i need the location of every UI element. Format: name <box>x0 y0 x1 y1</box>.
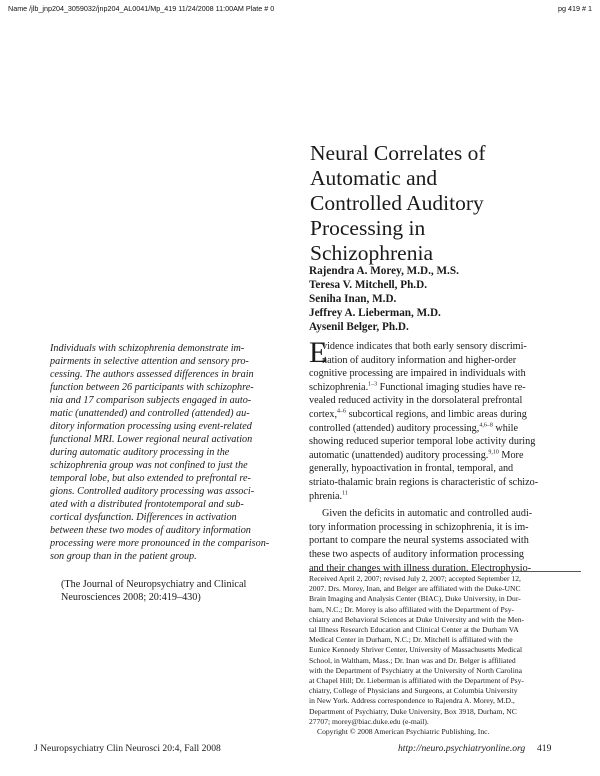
author: Seniha Inan, M.D. <box>309 293 397 305</box>
footnote <box>309 574 581 737</box>
footnote-divider <box>309 571 581 572</box>
title-line: Neural Correlates of <box>310 141 486 165</box>
title-line: Automatic and <box>310 166 438 190</box>
paragraph <box>309 507 581 575</box>
abstract-line: function between 26 participants with schizophre- <box>50 382 254 393</box>
footnote-line: Eunice Kennedy Shriver Center, University of Massachusetts Medical <box>309 645 523 655</box>
footer-url[interactable]: http://neuro.psychiatryonline.org <box>398 743 526 754</box>
abstract-line: functional MRI. Lower regional neural activation <box>50 434 253 445</box>
body-line: tory information processing in schizophrenia, it is im- <box>309 521 529 533</box>
abstract-line: Individuals with schizophrenia demonstrate im- <box>50 343 245 354</box>
abstract-line: pairments in selective attention and sensory pro- <box>50 356 249 367</box>
footnote-line: Brain Imaging and Analysis Center (BIAC), Duke University, in Dur- <box>309 594 521 604</box>
author: Jeffrey A. Lieberman, M.D. <box>309 307 441 319</box>
print-header-info: Name /jlb_jnp204_3059032/jnp204_AL0041/Mp_419 11/24/2008 11:00AM Plate # 0 <box>8 4 275 13</box>
citation-superscript: 9,10 <box>488 449 499 456</box>
page-number: 419 <box>537 743 552 754</box>
abstract-line: matic (unattended) and controlled (attended) au- <box>50 408 250 419</box>
footnote-line: 2007. Drs. Morey, Inan, and Belger are affiliated with the Duke-UNC <box>309 584 521 594</box>
body-line: striato-thalamic brain regions is characteristic of schizo- <box>309 476 539 488</box>
author: Aysenil Belger, Ph.D. <box>309 321 409 333</box>
footnote-line: chiatry and Behavioral Sciences at Duke University and with the Men- <box>309 614 525 624</box>
body-line: generally, hypoactivation in frontal, temporal, and <box>309 463 514 475</box>
footnote-line: at Chapel Hill; Dr. Lieberman is affiliated with the Department of Psy- <box>309 676 524 686</box>
body-line: showing reduced superior temporal lobe activity during <box>309 436 536 448</box>
body-line: controlled (attended) auditory processing,$^{4,6-8}$ while <box>309 422 518 434</box>
body-line: cortex,$^{4-6}$ subcortical regions, and limbic areas during <box>309 408 527 420</box>
abstract-line: schizophrenia group was not confined to just the <box>50 460 248 471</box>
abstract-line: cessing. The authors assessed differences in brain <box>50 369 254 380</box>
citation-line: Neurosciences 2008; 20:419–430) <box>61 592 201 603</box>
body-text <box>309 336 581 575</box>
footer-journal: J Neuropsychiatry Clin Neurosci 20:4, Fall 2008 <box>34 743 221 754</box>
body-line: vealed reduced activity in the dorsolateral prefrontal <box>309 395 523 407</box>
footnote-line: in New York. Address correspondence to Rajendra A. Morey, M.D., <box>309 696 515 706</box>
body-line: schizophrenia.$^{1-3}$ Functional imaging studies have re- <box>309 381 526 393</box>
author: Rajendra A. Morey, M.D., M.S. <box>309 265 459 277</box>
abstract-line: temporal lobe, but also extended to prefrontal re- <box>50 473 251 484</box>
abstract-line: processing were more pronounced in the comparison- <box>50 538 270 549</box>
footnote-line: 27707; morey@biac.duke.edu (e-mail). <box>309 716 429 726</box>
footnote-line: Medical Center in Durham, N.C.; Dr. Mitchell is affiliated with the <box>309 635 513 645</box>
abstract-line: cortical dysfunction. Differences in activation <box>50 512 237 523</box>
citation-superscript: 11 <box>342 490 348 497</box>
citation-superscript: 1–3 <box>368 381 378 388</box>
footnote-line: ham, N.C.; Dr. Morey is also affiliated with the Department of Psy- <box>309 604 515 614</box>
footnote-line: Department of Psychiatry, Duke University, Box 3918, Durham, NC <box>309 706 517 716</box>
journal-citation <box>61 578 301 604</box>
body-line: and their changes with illness duration. Electrophysio- <box>309 562 532 574</box>
abstract-line: ated with a distributed frontotemporal and sub- <box>50 499 244 510</box>
abstract-line: between these two modes of auditory information <box>50 525 251 536</box>
body-line: vidence indicates that both early sensory discrimi- <box>322 341 527 352</box>
abstract-line: nia and 17 comparison subjects engaged in auto- <box>50 395 252 406</box>
body-line: automatic (unattended) auditory processing.$^{9,10}$ More <box>309 449 524 461</box>
citation-superscript: 4–6 <box>337 408 347 415</box>
body-line: nation of auditory information and higher-order <box>322 354 517 366</box>
paragraph <box>309 336 581 503</box>
footnote-line: Received April 2, 2007; revised July 2, 2007; accepted September 12, <box>309 574 521 583</box>
abstract-line: son group than in the patient group. <box>50 551 197 562</box>
article-title <box>310 141 580 266</box>
footnote-line: tal Illness Research Education and Clinical Center at the Durham VA <box>309 625 519 635</box>
title-line: Controlled Auditory <box>310 191 484 215</box>
author: Teresa V. Mitchell, Ph.D. <box>309 279 427 291</box>
abstract-line: ditory information processing using event-related <box>50 421 252 432</box>
citation-line: (The Journal of Neuropsychiatry and Clinical <box>61 579 247 590</box>
body-line: Given the deficits in automatic and controlled audi- <box>322 508 533 520</box>
footnote-line: with the Department of Psychiatry at the University of North Carolina <box>309 665 522 675</box>
footnote-line: Copyright © 2008 American Psychiatric Publishing, Inc. <box>317 727 490 737</box>
author-list <box>309 264 459 334</box>
footnote-line: School, in Waltham, Mass.; Dr. Inan was and Dr. Belger is affiliated <box>309 655 516 665</box>
drop-cap: E <box>309 336 328 369</box>
title-line: Processing in <box>310 216 426 240</box>
footnote-line: chiatry, College of Physicians and Surgeons, at Columbia University <box>309 686 518 696</box>
print-header-page: pg 419 # 1 <box>558 4 592 13</box>
body-line: phrenia.$^{11}$ <box>309 490 348 502</box>
body-line: these two aspects of auditory information processing <box>309 548 525 560</box>
body-line: portant to compare the neural systems associated with <box>309 535 529 547</box>
abstract-line: during automatic auditory processing in the <box>50 447 230 458</box>
title-line: Schizophrenia <box>310 241 433 265</box>
abstract <box>50 342 296 563</box>
body-line: cognitive processing are impaired in individuals with <box>309 368 526 380</box>
citation-superscript: 4,6–8 <box>479 422 493 429</box>
abstract-line: gions. Controlled auditory processing was associ- <box>50 486 255 497</box>
